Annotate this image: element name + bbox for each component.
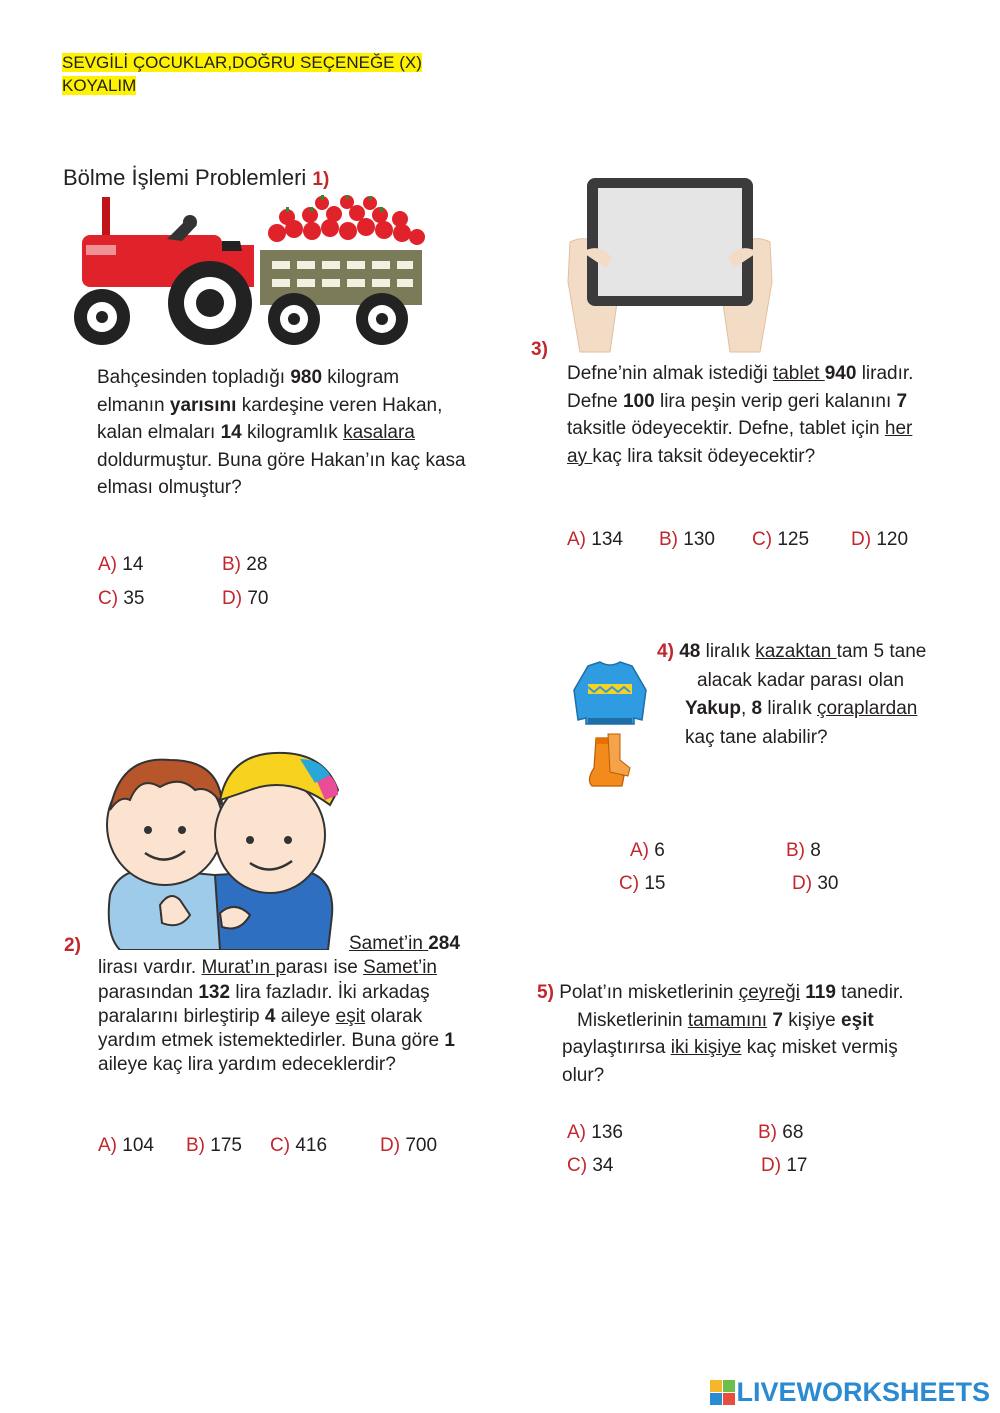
q4-line-2	[657, 667, 977, 695]
option-letter: B)	[758, 1122, 777, 1143]
option-value: 700	[405, 1135, 438, 1156]
text: taksitle ödeyecektir. Defne, tablet için	[567, 418, 885, 439]
q2-line-5	[98, 1029, 518, 1053]
option-value: 175	[210, 1135, 242, 1156]
text-bold: 7	[896, 390, 908, 412]
text: tam 5 tane	[836, 641, 927, 662]
question-4-text	[657, 638, 977, 751]
text: arası ise	[285, 957, 364, 979]
logo-text: LIVEWORKSHEETS	[736, 1377, 990, 1407]
text: elması olmuştur?	[97, 477, 242, 498]
logo-badge-icon	[710, 1380, 736, 1406]
q5-line-4	[537, 1062, 977, 1090]
option-letter: A)	[567, 529, 586, 550]
text: Defne	[567, 390, 623, 412]
page-title	[63, 165, 329, 191]
text-underlined: çeyreği	[738, 982, 800, 1003]
q5-option-a[interactable]	[567, 1122, 623, 1144]
q4-option-c[interactable]	[619, 873, 665, 895]
option-letter: C)	[567, 1155, 588, 1176]
text-bold: 100	[622, 390, 655, 412]
option-value: 28	[246, 554, 268, 575]
text-underlined: Murat’ın p	[201, 957, 286, 979]
q2-line-1	[98, 932, 518, 956]
text: kardeşine veren Hakan,	[236, 394, 443, 416]
option-letter: D)	[761, 1155, 782, 1176]
two-boys-image	[100, 745, 345, 950]
q4-option-d[interactable]	[792, 873, 838, 895]
text: Defne’nin almak istediği	[567, 363, 773, 384]
text-bold: 8	[751, 698, 763, 719]
option-letter: B)	[786, 840, 805, 861]
q4-line-3	[657, 695, 977, 723]
question-1-number: 1)	[312, 169, 330, 190]
text: Misketlerinin	[577, 1009, 688, 1031]
q3-option-d[interactable]	[851, 529, 908, 551]
q2-option-c[interactable]	[270, 1135, 327, 1157]
q1-option-b[interactable]	[222, 554, 267, 576]
option-letter: A)	[567, 1122, 586, 1143]
q1-line-4	[97, 447, 517, 475]
text: paylaştırırsa	[562, 1037, 671, 1058]
q2-line-6	[98, 1053, 518, 1077]
q1-line-5	[97, 474, 517, 502]
text-bold: yarısını	[169, 394, 237, 416]
text: kalan elmaları	[97, 422, 221, 443]
option-letter: D)	[222, 588, 243, 609]
text: aileye kaç lira yardım edeceklerdir?	[98, 1054, 396, 1076]
text: alacak kadar parası olan	[697, 669, 905, 691]
text: liradır.	[856, 363, 914, 384]
q3-option-c[interactable]	[752, 529, 809, 551]
option-value: 130	[683, 529, 715, 550]
q5-option-b[interactable]	[758, 1122, 803, 1144]
q2-line-2	[98, 956, 518, 980]
text: yardım etmek istemektedirler. Buna göre	[98, 1030, 445, 1052]
q1-line-1	[97, 364, 517, 392]
text-underlined: kasalara	[343, 422, 415, 443]
text: Bahçesinden topladığı	[97, 367, 291, 388]
text-bold: 980	[290, 367, 323, 388]
text: lira peşin verip geri kalanını	[654, 390, 897, 412]
text-underlined: çoraplardan	[817, 698, 918, 719]
q3-line-4	[567, 443, 967, 471]
tablet-image	[560, 172, 780, 362]
q4-option-b[interactable]	[786, 840, 821, 862]
text: aileye	[275, 1005, 336, 1027]
text: parasından	[98, 981, 199, 1003]
text-bold: 14	[220, 422, 242, 443]
option-value: 136	[591, 1122, 623, 1143]
question-1-text	[97, 364, 517, 502]
question-2-number: 2)	[64, 935, 81, 956]
option-letter: B)	[186, 1135, 205, 1156]
q2-option-d[interactable]	[380, 1135, 437, 1157]
option-letter: A)	[98, 554, 117, 575]
q3-line-2	[567, 388, 967, 416]
text: doldurmuştur. Buna göre Hakan’ın kaç kasa	[97, 449, 466, 471]
text: Polat’ın misketlerinin	[559, 982, 739, 1003]
text-bold: 7	[772, 1009, 783, 1031]
q1-option-d[interactable]	[222, 588, 268, 610]
option-value: 30	[817, 873, 839, 894]
question-5-number: 5)	[537, 982, 554, 1003]
text-bold: 119	[805, 982, 836, 1003]
text-underlined: tamamını	[687, 1009, 768, 1031]
option-letter: B)	[659, 529, 678, 550]
question-4-number: 4)	[657, 641, 674, 662]
option-value: 8	[810, 840, 821, 861]
option-value: 104	[122, 1135, 154, 1156]
text: lira fazladır. İki arkadaş	[230, 981, 430, 1003]
q3-option-a[interactable]	[567, 529, 623, 551]
text: kilogramlık	[241, 422, 344, 443]
instruction-line-1: SEVGİLİ ÇOCUKLAR,DOĞRU SEÇENEĞE (X)	[62, 53, 422, 72]
q2-option-a[interactable]	[98, 1135, 154, 1157]
text-underlined: tablet	[772, 363, 825, 384]
q5-option-c[interactable]	[567, 1155, 613, 1177]
tractor-image	[72, 195, 427, 355]
text: ,	[740, 698, 752, 719]
liveworksheets-logo[interactable]	[710, 1377, 990, 1408]
text: elmanın	[97, 394, 170, 416]
option-letter: C)	[270, 1135, 291, 1156]
option-letter: A)	[630, 840, 649, 861]
option-letter: C)	[619, 873, 640, 894]
text: olur?	[562, 1064, 605, 1086]
q1-option-c[interactable]	[98, 588, 144, 610]
text-underlined: eşit	[335, 1005, 366, 1027]
text-underlined: iki kişiye	[670, 1037, 742, 1058]
q5-line-2	[537, 1007, 977, 1035]
option-value: 70	[247, 588, 269, 609]
question-2-text	[98, 932, 518, 1078]
q1-line-2	[97, 392, 517, 420]
q2-line-4	[98, 1005, 518, 1029]
option-letter: A)	[98, 1135, 117, 1156]
q2-line-3	[98, 981, 518, 1005]
option-letter: D)	[851, 529, 872, 550]
option-value: 416	[295, 1135, 328, 1156]
q4-line-1	[657, 638, 977, 666]
text-underlined: Samet’in	[349, 933, 429, 954]
text: paralarını birleştirip	[98, 1005, 265, 1027]
q4-option-a[interactable]	[630, 840, 665, 862]
q5-line-3	[537, 1034, 977, 1062]
option-value: 6	[654, 840, 665, 861]
text: lirası vardır.	[98, 957, 202, 979]
question-3-number: 3)	[531, 339, 548, 360]
title-text: Bölme İşlemi Problemleri	[63, 165, 307, 190]
text: olarak	[365, 1005, 423, 1027]
q1-option-a[interactable]	[98, 554, 143, 576]
q3-line-1	[567, 360, 967, 388]
text: kaç tane alabilir?	[685, 726, 828, 748]
option-letter: B)	[222, 554, 241, 575]
text-bold: Yakup	[685, 698, 741, 719]
text-bold: 940	[824, 363, 857, 384]
q1-line-3	[97, 419, 517, 447]
q2-option-b[interactable]	[186, 1135, 242, 1157]
text-bold: 132	[198, 981, 231, 1003]
option-value: 134	[591, 529, 623, 550]
option-value: 17	[786, 1155, 808, 1176]
q5-line-1	[537, 979, 977, 1007]
option-letter: C)	[752, 529, 773, 550]
text-bold: eşit	[841, 1009, 874, 1031]
option-letter: C)	[98, 588, 119, 609]
text: kaç misket vermiş	[741, 1037, 898, 1058]
option-value: 120	[876, 529, 909, 550]
option-value: 14	[122, 554, 144, 575]
text: liralık	[700, 641, 756, 662]
instruction-line-2: KOYALIM	[62, 76, 137, 95]
text-underlined: ay	[567, 445, 593, 467]
text-underlined: Samet’in	[363, 957, 437, 979]
q3-option-b[interactable]	[659, 529, 715, 551]
text: kaç lira taksit ödeyecektir?	[592, 445, 816, 467]
text-underlined: kazaktan	[755, 641, 837, 662]
text: tanedir.	[835, 982, 904, 1003]
question-3-text	[567, 360, 967, 470]
text: kilogram	[322, 367, 400, 388]
text-bold: 1	[444, 1030, 455, 1052]
instruction	[62, 51, 422, 97]
question-5-text	[537, 979, 977, 1089]
text: liralık	[762, 698, 818, 719]
text: kişiye	[782, 1009, 842, 1031]
text-bold: 284	[428, 933, 460, 954]
option-value: 68	[782, 1122, 804, 1143]
option-value: 34	[592, 1155, 614, 1176]
q5-option-d[interactable]	[761, 1155, 807, 1177]
sweater-socks-image	[570, 660, 650, 790]
q3-line-3	[567, 415, 967, 443]
option-letter: D)	[792, 873, 813, 894]
q4-line-4	[657, 724, 977, 752]
option-value: 125	[777, 529, 810, 550]
option-value: 15	[644, 873, 666, 894]
text-underlined: her	[884, 418, 913, 439]
option-letter: D)	[380, 1135, 401, 1156]
text-bold: 4	[264, 1005, 276, 1027]
option-value: 35	[123, 588, 145, 609]
text-bold: 48	[679, 641, 701, 662]
